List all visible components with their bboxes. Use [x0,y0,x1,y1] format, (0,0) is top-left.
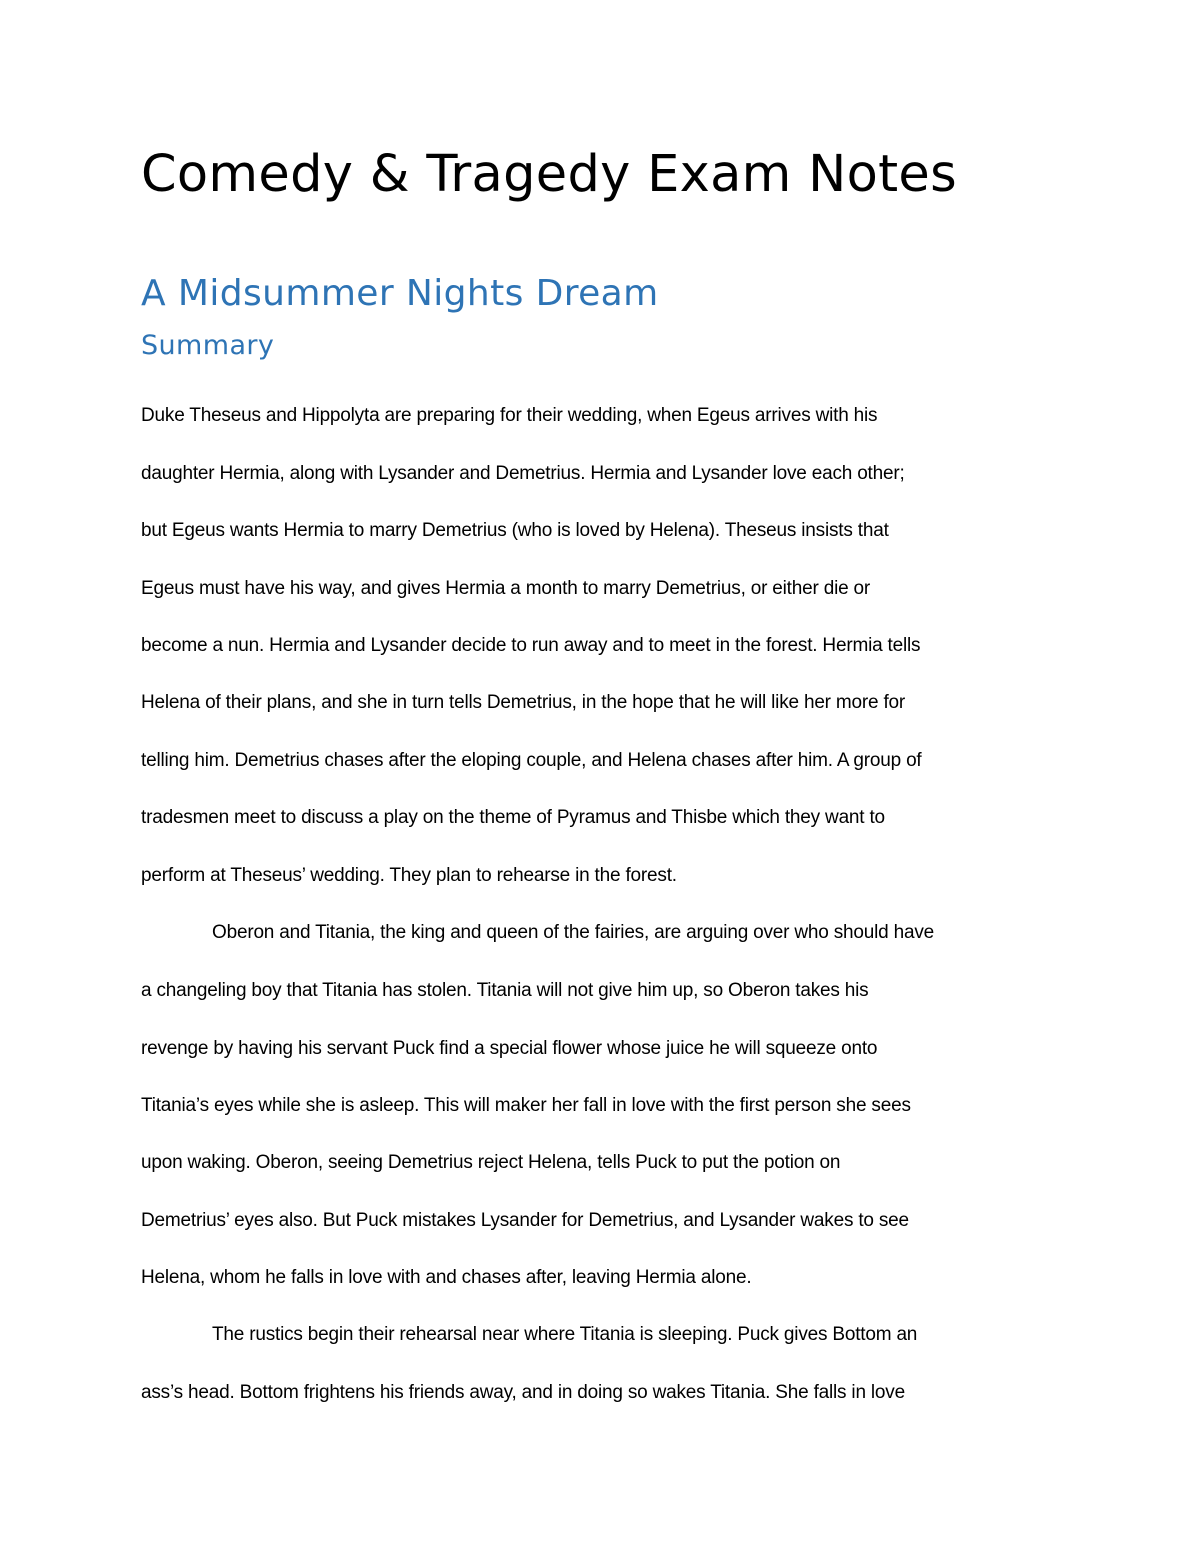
body-line: daughter Hermia, along with Lysander and Demetrius. Hermia and Lysander love each other; [141,463,905,484]
body-line: upon waking. Oberon, seeing Demetrius reject Helena, tells Puck to put the potion on [141,1152,841,1173]
body-line: Egeus must have his way, and gives Hermia a month to marry Demetrius, or either die or [141,578,871,599]
body-line: revenge by having his servant Puck find a special flower whose juice he will squeeze onto [141,1038,878,1059]
body-line: Helena, whom he falls in love with and chases after, leaving Hermia alone. [141,1267,752,1288]
body-line: Demetrius’ eyes also. But Puck mistakes Lysander for Demetrius, and Lysander wakes to see [141,1210,909,1231]
body-line: Titania’s eyes while she is asleep. This will maker her fall in love with the first person she sees [141,1095,911,1116]
body-line: The rustics begin their rehearsal near where Titania is sleeping. Puck gives Bottom an [212,1324,918,1345]
body-line: Helena of their plans, and she in turn tells Demetrius, in the hope that he will like her more for [141,692,906,713]
subsection-heading: Summary [141,330,275,361]
section-heading: A Midsummer Nights Dream [141,273,659,314]
body-line: a changeling boy that Titania has stolen. Titania will not give him up, so Oberon takes his [141,980,869,1001]
body-line: tradesmen meet to discuss a play on the theme of Pyramus and Thisbe which they want to [141,807,885,828]
body-line: but Egeus wants Hermia to marry Demetrius (who is loved by Helena). Theseus insists that [141,520,889,541]
body-line: become a nun. Hermia and Lysander decide to run away and to meet in the forest. Hermia tells [141,635,921,656]
body-line: ass’s head. Bottom frightens his friends away, and in doing so wakes Titania. She falls in love [141,1382,905,1403]
body-line: Duke Theseus and Hippolyta are preparing for their wedding, when Egeus arrives with his [141,405,878,426]
body-line: perform at Theseus’ wedding. They plan to rehearse in the forest. [141,865,677,886]
body-line: telling him. Demetrius chases after the eloping couple, and Helena chases after him. A group of [141,750,922,771]
document-title: Comedy & Tragedy Exam Notes [141,145,957,204]
body-line: Oberon and Titania, the king and queen of the fairies, are arguing over who should have [212,922,934,943]
